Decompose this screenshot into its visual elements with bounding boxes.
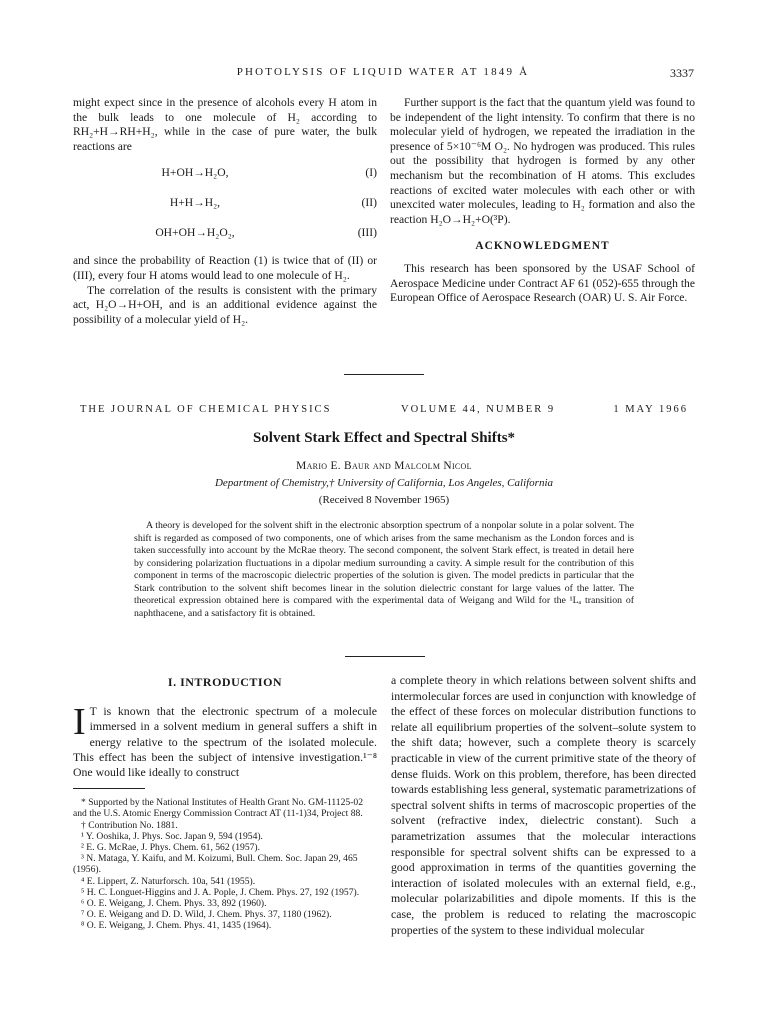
journal-name: THE JOURNAL OF CHEMICAL PHYSICS (80, 404, 332, 415)
acknowledgment-text: This research has been sponsored by the USAF School of Aerospace Medicine under Contract AF 61 (052)-655 through the European Office of Aerospace Research (OAR) U. S. Air Force. (390, 261, 695, 305)
drop-cap: I (73, 701, 86, 744)
article-authors: Mario E. Baur and Malcolm Nicol (296, 460, 472, 472)
journal-volume: VOLUME 44, NUMBER 9 (401, 404, 556, 415)
running-head-title: PHOTOLYSIS OF LIQUID WATER AT 1849 Å (236, 66, 530, 78)
equation-number: (I) (365, 166, 377, 180)
intro-right-column (391, 673, 696, 938)
body-paragraph: might expect since in the presence of alcohols every H atom in the bulk leads to one molecule of H₂ according to RH₂+H→RH+H₂, while in the case of pure water, the bulk reactions are (73, 96, 377, 153)
footnote: ⁶ O. E. Weigang, J. Chem. Phys. 33, 892 (1960). (81, 898, 267, 910)
acknowledgment-heading: ACKNOWLEDGMENT (475, 240, 610, 253)
equation-number: (II) (361, 196, 377, 210)
footnote: † Contribution No. 1881. (81, 819, 178, 831)
previous-article-left-column (73, 96, 377, 327)
footnote: ⁸ O. E. Weigang, J. Chem. Phys. 41, 1435 (1964). (81, 920, 272, 932)
footnote: ⁴ E. Lippert, Z. Naturforsch. 10a, 541 (1955). (81, 875, 256, 887)
body-paragraph: Further support is the fact that the quantum yield was found to be independent of the light intensity. To confirm that there is no molecular yield of hydrogen, we repeated the irradiation in the presence of 5×10⁻⁶M O₂. No hydrogen was produced. This rules out the possibility that hydrogen is formed by any other mechanism but the recombination of H atoms. This excludes reactions of excited water molecules with each other or with unexcited water molecules, leading to H₂ formation and also the reaction H₂O→H₂+O(³P). (390, 96, 695, 226)
intro-left-column (73, 675, 377, 932)
body-paragraph: and since the probability of Reaction (1) is twice that of (II) or (III), every four H atoms would lead to one molecule of H₂. (73, 254, 377, 282)
journal-info-line (80, 404, 688, 418)
page-number: 3337 (670, 66, 694, 80)
received-date: (Received 8 November 1965) (318, 494, 450, 506)
article-title: Solvent Stark Effect and Spectral Shifts* (252, 430, 516, 446)
running-head (72, 66, 694, 82)
footnote: * Supported by the National Institutes of Health Grant No. GM-11125-02 and the U.S. Atomic Energy Commission Contract AT (11-1)34, Project 88. (73, 797, 363, 820)
section-heading: I. INTRODUCTION (167, 675, 283, 689)
article-separator-rule (344, 374, 424, 375)
equation-formula: H+OH→H₂O, (161, 166, 229, 180)
equation (73, 222, 377, 244)
journal-date: 1 MAY 1966 (613, 404, 688, 415)
footnote: ⁵ H. C. Longuet-Higgins and J. A. Pople, J. Chem. Phys. 27, 192 (1957). (81, 886, 360, 898)
intro-paragraph: a complete theory in which relations between solvent shifts and intermolecular forces are used in conjunction with knowledge of the effect of these forces on molecular distribution functions to relate all equilibrium properties of the solvent–solute system to the shift data; however, such a complete theory is scarcely practicable in view of the current primitive state of the theory of dense fluids. Work on this problem, therefore, has been directed towards establishing less general, systematic parametrizations of spectral solvent shifts in terms of macroscopic properties of the solvent (refractive index, dielectric constant). Such a parametrization assumes that the molecular interactions responsible for spectral solvent shifts can be expressed to a good approximation in terms of the quantities governing the interaction of isolated molecules with an external field, e.g., molecular polarizabilities and dipole moments. If this is the case, the problem is reduced to relating the macroscopic properties of the system to these individual molecular (391, 673, 696, 937)
footnote: ⁷ O. E. Weigang and D. D. Wild, J. Chem. Phys. 37, 1180 (1962). (81, 909, 332, 921)
intro-paragraph (73, 701, 377, 780)
abstract: A theory is developed for the solvent shift in the electronic absorption spectrum of a nonpolar solute in a polar solvent. The shift is regarded as composed of two components, one of which arises from the same mechanism as the London forces and is taken successfully into account by the McRae theory. The second component, the solvent Stark effect, is treated in detail here by considering polarization fluctuations in a dipolar medium surrounding a cavity. A simple result for the contribution of this component in terms of the macroscopic dielectric properties of the solution is given. The model predicts in particular that the Stark contribution to the solvent shift becomes linear in the solution dielectric constant for large values of the latter. The theoretical expression obtained here is compared with the experimental data of Weigang and Wild for the ¹Lₐ transition of naphthacene, and a satisfactory fit is obtained. (134, 520, 634, 619)
footnote: ² E. G. McRae, J. Phys. Chem. 61, 562 (1957). (81, 842, 261, 854)
footnote: ³ N. Mataga, Y. Kaifu, and M. Koizumi, Bull. Chem. Soc. Japan 29, 465 (1956). (73, 853, 358, 876)
equation (73, 162, 377, 184)
equation (73, 192, 377, 214)
equation-formula: H+H→H₂, (169, 196, 221, 210)
previous-article-right-column (390, 96, 695, 306)
intro-text: T is known that the electronic spectrum of a molecule immersed in a solvent medium in general suffers a shift in energy relative to the spectrum of the isolated molecule. This effect has been the subject of intensive investigation.¹⁻⁸ One would like ideally to construct (73, 704, 377, 780)
body-paragraph: The correlation of the results is consistent with the primary act, H₂O→H+OH, and is an additional evidence against the possibility of a molecular yield of H₂. (73, 283, 377, 326)
footnotes (73, 797, 377, 931)
abstract-rule (345, 656, 425, 657)
author-affiliation: Department of Chemistry,† University of California, Los Angeles, California (214, 477, 554, 489)
equation-formula: OH+OH→H₂O₂, (155, 226, 235, 240)
equation-number: (III) (357, 226, 377, 240)
footnote-rule (73, 788, 145, 789)
footnote: ¹ Y. Ooshika, J. Phys. Soc. Japan 9, 594 (1954). (81, 830, 263, 842)
